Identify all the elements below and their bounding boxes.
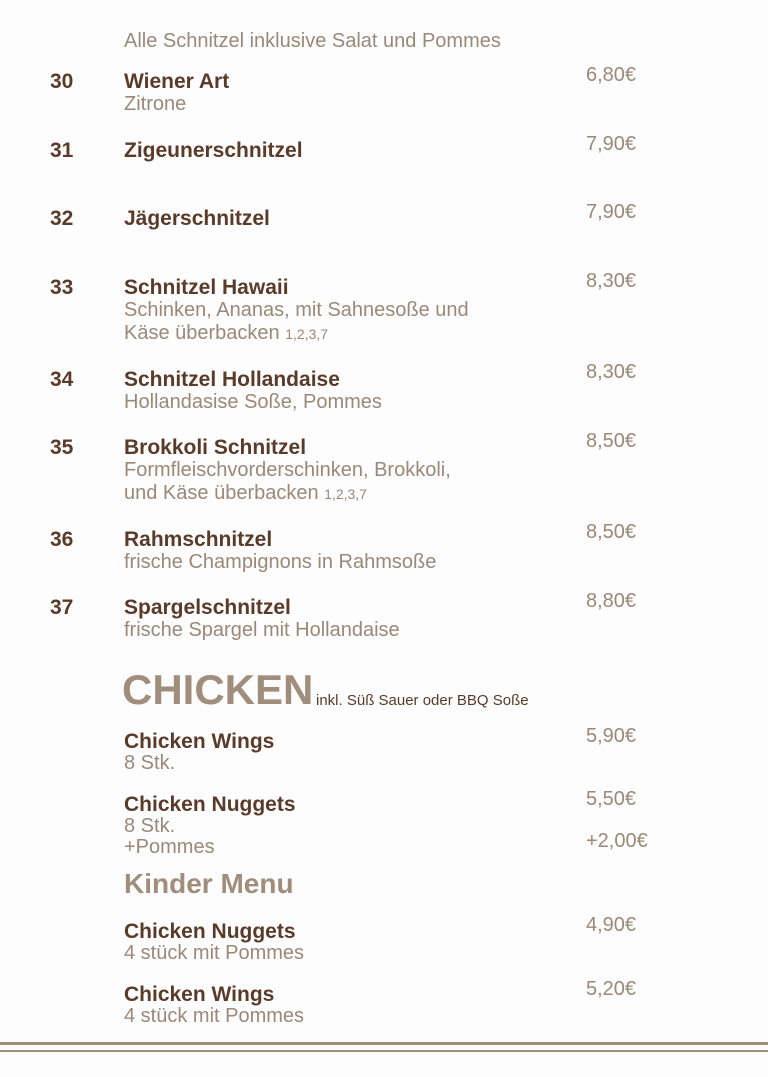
item-name: Rahmschnitzel: [124, 528, 273, 551]
item-description: +Pommes: [124, 836, 215, 858]
item-name: Spargelschnitzel: [124, 596, 291, 619]
item-name: Chicken Wings: [124, 983, 275, 1006]
item-price: 8,50€: [586, 430, 637, 452]
item-description-text: und Käse überbacken: [124, 482, 319, 504]
allergen-note: 1,2,3,7: [285, 326, 329, 342]
item-description: Schinken, Ananas, mit Sahnesoße und: [124, 299, 469, 321]
item-name: Brokkoli Schnitzel: [124, 436, 307, 459]
item-price: 4,90€: [586, 914, 637, 936]
item-price: 7,90€: [586, 201, 637, 223]
item-description: [124, 322, 328, 346]
item-description: Zitrone: [124, 93, 187, 115]
item-description: frische Spargel mit Hollandaise: [124, 619, 400, 641]
allergen-note: 1,2,3,7: [324, 486, 367, 502]
section-subtitle-chicken: inkl. Süß Sauer oder BBQ Soße: [316, 692, 529, 709]
item-name: Schnitzel Hollandaise: [124, 368, 340, 391]
item-description: 8 Stk.: [124, 815, 176, 837]
item-number: 30: [50, 70, 74, 93]
item-price: 8,30€: [586, 361, 637, 383]
item-name: Chicken Nuggets: [124, 793, 296, 816]
footer-divider: [0, 1042, 768, 1045]
item-number: 35: [50, 436, 74, 459]
item-description: [124, 482, 367, 506]
item-name: Zigeunerschnitzel: [124, 139, 303, 162]
item-name: Chicken Wings: [124, 730, 275, 753]
item-name: Chicken Nuggets: [124, 920, 296, 943]
extra-price: +2,00€: [586, 830, 648, 852]
item-number: 32: [50, 207, 74, 230]
item-number: 34: [50, 368, 74, 391]
item-price: 7,90€: [586, 133, 637, 155]
item-number: 33: [50, 276, 74, 299]
item-description: 4 stück mit Pommes: [124, 942, 305, 964]
item-description: 8 Stk.: [124, 752, 176, 774]
item-description: Formfleischvorderschinken, Brokkoli,: [124, 459, 451, 481]
item-price: 5,90€: [586, 725, 637, 747]
item-price: 8,30€: [586, 270, 637, 292]
item-number: 36: [50, 528, 74, 551]
item-name: Jägerschnitzel: [124, 207, 270, 230]
item-price: 5,50€: [586, 788, 637, 810]
item-price: 5,20€: [586, 978, 637, 1000]
item-description: Hollandasise Soße, Pommes: [124, 391, 382, 413]
intro-text: Alle Schnitzel inklusive Salat und Pommes: [124, 30, 501, 52]
item-number: 37: [50, 596, 74, 619]
item-name: Wiener Art: [124, 70, 230, 93]
section-title-kinder: Kinder Menu: [124, 868, 294, 899]
item-price: 8,50€: [586, 521, 637, 543]
item-name: Schnitzel Hawaii: [124, 276, 289, 299]
item-description: 4 stück mit Pommes: [124, 1005, 305, 1027]
item-price: 6,80€: [586, 64, 637, 86]
item-description-text: Käse überbacken: [124, 322, 280, 344]
footer-divider: [0, 1050, 768, 1052]
item-price: 8,80€: [586, 590, 637, 612]
section-title-chicken: CHICKEN: [122, 666, 314, 713]
item-description: frische Champignons in Rahmsoße: [124, 551, 437, 573]
item-number: 31: [50, 139, 74, 162]
